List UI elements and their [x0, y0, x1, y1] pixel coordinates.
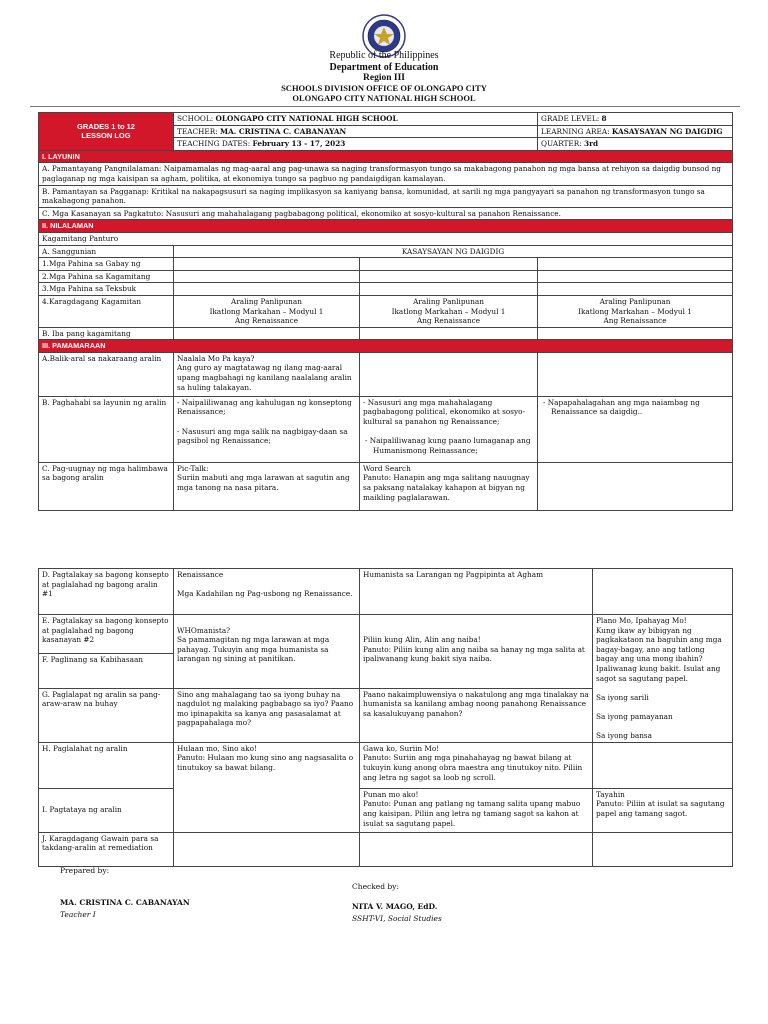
- empty-cell: [538, 270, 733, 283]
- empty-cell: [360, 832, 593, 866]
- teaching-dates-cell: [174, 138, 538, 151]
- modyul-line: Ikatlong Markahan – Modyul 1: [391, 306, 506, 316]
- plano-item: Sa iyong bansa: [596, 731, 653, 741]
- grade-level-cell: [538, 113, 733, 126]
- empty-cell: [360, 327, 538, 340]
- modyul-line: Ang Renaissance: [603, 316, 667, 326]
- empty-cell: [538, 283, 733, 296]
- header-republic: Republic of the Philippines: [329, 50, 439, 61]
- objective-item: - Napapahalagahan ang mga naiambag ng Renaissance sa daigdig..: [543, 397, 700, 417]
- paghahabi-cell-3: [538, 396, 733, 462]
- activity-text: Panuto: Hanapin ang mga salitang nauugnay sa paksang natalakay kahapon at bigyan ng maikling paglalarawan.: [363, 473, 530, 502]
- pagtataya-cell-2: [360, 788, 593, 832]
- grades-label-cell: [39, 113, 174, 151]
- section-nilalaman-heading: II. NILALAMAN: [39, 220, 733, 233]
- karagdagang-gawain-label: J. Karagdagang Gawain para sa takdang-aralin at remediation: [39, 832, 174, 866]
- activity-text: Sa pamamagitan ng mga larawan at mga pahayag. Tukuyin ang mga humanista sa larangan ng sining at panitikan.: [177, 635, 330, 664]
- paglalapat-cell-1: Sino ang mahalagang tao sa iyong buhay na nagdulot ng malaking pagbabago sa iyo? Paano mo ipinapakita sa kanya ang pasasalamat at pagpapahalaga mo?: [174, 688, 360, 742]
- school-value: OLONGAPO CITY NATIONAL HIGH SCHOOL: [215, 114, 398, 123]
- teacher-value: MA. CRISTINA C. CABANAYAN: [220, 126, 347, 136]
- activity-title: Word Search: [363, 463, 411, 473]
- teksbuk-label: 3.Mga Pahina sa Teksbuk: [39, 283, 174, 296]
- paglalahat-label: H. Paglalahat ng aralin: [39, 742, 174, 788]
- section-layunin-heading: I. LAYUNIN: [39, 150, 733, 163]
- modyul-line: Ikatlong Markahan – Modyul 1: [578, 306, 692, 316]
- modyul-cell-3: [538, 295, 733, 327]
- paglalapat-cell-2: Paano nakaimpluwensiya o nakatulong ang mga tinalakay na humanista sa kanilang ambag noong panahong Renaissance sa kasalukuyang panahon?: [360, 688, 593, 742]
- checker-title: SSHT-VI, Social Studies: [352, 914, 442, 923]
- empty-cell: [538, 327, 733, 340]
- pag-uugnay-label: C. Pag-uugnay ng mga halimbawa sa bagong aralin: [39, 462, 174, 510]
- empty-cell: [360, 283, 538, 296]
- balik-aral-cell: [174, 352, 360, 396]
- empty-cell: [360, 258, 538, 271]
- empty-cell: [174, 832, 360, 866]
- section-pamamaraan-heading: III. PAMAMARAAN: [39, 340, 733, 353]
- header-department: Department of Education: [329, 62, 439, 73]
- plano-mo-cell: [593, 615, 733, 743]
- kasaysayan-label: KASAYSAYAN NG DAIGDIG: [174, 245, 733, 258]
- objective-item: - Naipaliliwanag ang kahulugan ng konseptong Renaissance;: [177, 397, 352, 417]
- teaching-dates-value: February 13 - 17, 2023: [252, 139, 346, 149]
- learning-area-label: LEARNING AREA:: [541, 126, 610, 136]
- lesson-log-label: LESSON LOG: [81, 131, 131, 141]
- empty-cell: [538, 462, 733, 510]
- balik-aral-text: Ang guro ay magtatawag ng ilang mag-aaral upang magbahagi ng kanilang naalalang aralin sa huling talakayan.: [177, 363, 352, 392]
- quarter-value: 3rd: [584, 139, 599, 149]
- activity-title: Gawa ko, Suriin Mo!: [363, 743, 440, 753]
- modyul-line: Ang Renaissance: [234, 316, 299, 326]
- header-region: Region III: [363, 73, 405, 83]
- teaching-dates-label: TEACHING DATES:: [177, 139, 251, 149]
- paglalahat-cell-1: [174, 742, 360, 832]
- activity-title: WHOmanista?: [177, 625, 231, 635]
- paglinang-label: F. Paglinang sa Kabihasaan: [39, 654, 174, 688]
- activity-text: Panuto: Suriin ang mga pinahahayag ng bawat bilang at tukuyin kung anong obra maestra ang tinutukoy nito. Piliin ang letra ng sagot sa loob ng scroll.: [363, 753, 583, 782]
- quarter-cell: [538, 138, 733, 151]
- paglalahat-cell-2: [360, 742, 593, 788]
- teacher-cell: [174, 125, 538, 138]
- prepared-by-label: Prepared by:: [60, 866, 110, 875]
- activity-title: Tayahin: [596, 789, 625, 799]
- topic-text: Mga Kadahilan ng Pag-usbong ng Renaissance.: [177, 589, 353, 599]
- balik-aral-label: A.Balik-aral sa nakaraang aralin: [39, 352, 174, 396]
- grades-label: GRADES 1 to 12: [77, 121, 135, 131]
- sanggunian-label: A. Sanggunian: [39, 245, 174, 258]
- pagtalakay-1-label: D. Pagtalakay sa bagong konsepto at paglalahad ng bagong aralin #1: [39, 569, 174, 615]
- objective-item: - Naipaliliwanag kung paano lumaganap ang Humanismong Reinassance;: [365, 436, 531, 455]
- activity-text: Kung ikaw ay bibigyan ng pagkakataon na baguhin ang mga bagay-bagay, ano ang tatlong bagay ang una mong ibahin? Ipaliwanag kung bakit. Isulat ang sagot sa sagutang papel.: [596, 625, 722, 683]
- modyul-line: Araling Panlipunan: [231, 296, 302, 306]
- grade-level-value: 8: [601, 114, 607, 123]
- activity-title: Hulaan mo, Sino ako!: [177, 743, 257, 753]
- activity-title: Pic-Talk:: [177, 463, 209, 473]
- paghahabi-cell-1: [174, 396, 360, 462]
- pagtalakay-1-cell-2: Humanista sa Larangan ng Pagpipinta at Agham: [360, 569, 593, 615]
- header-divider: [30, 106, 740, 107]
- teacher-label: TEACHER:: [177, 126, 218, 136]
- topic-text: Renaissance: [177, 570, 224, 579]
- plano-item: Sa iyong sarili: [596, 692, 649, 702]
- paghahabi-cell-2: [360, 396, 538, 462]
- layunin-a: A. Pamantayang Pangnilalaman: Naipamamalas ng mag-aaral ang pag-unawa sa naging transformasyon tungo sa makabagong panahon ng mga bansa at rehiyon sa daigdig bunsod ng paglaganap ng mga kaisipan sa agham, politika, at ekonomiya tungo sa pagbuo ng pandaigdigan kamalayan.: [39, 163, 733, 185]
- activity-text: Panuto: Piliin at isulat sa sagutang papel ang tamang sagot.: [596, 799, 725, 818]
- empty-cell: [174, 283, 360, 296]
- activity-title: Plano Mo, Ipahayag Mo!: [596, 616, 687, 625]
- pagtalakay-2-cell-2: [360, 615, 593, 689]
- pag-uugnay-cell-1: [174, 462, 360, 510]
- paglalapat-label: G. Paglalapat ng aralin sa pang-araw-araw na buhay: [39, 688, 174, 742]
- modyul-line: Ang Renaissance: [416, 316, 481, 326]
- empty-cell: [593, 569, 733, 615]
- modyul-cell-1: [174, 295, 360, 327]
- activity-text: Panuto: Punan ang patlang ng tamang salita upang mabuo ang kaisipan. Piliin ang letra ng tamang sagot sa kahon at isulat sa sagutang papel.: [363, 799, 581, 828]
- checker-name: NITA V. MAGO, EdD.: [352, 902, 438, 911]
- preparer-name: MA. CRISTINA C. CABANAYAN: [60, 898, 190, 907]
- activity-title: Piliin kung Alin, Alin ang naiba!: [363, 635, 481, 645]
- school-cell: [174, 113, 538, 126]
- empty-cell: [174, 270, 360, 283]
- pagtalakay-2-cell-1: [174, 615, 360, 689]
- header-division: SCHOOLS DIVISION OFFICE OF OLONGAPO CITY: [281, 83, 487, 93]
- empty-cell: [174, 327, 360, 340]
- activity-title: Punan mo ako!: [363, 789, 419, 799]
- modyul-line: Araling Panlipunan: [599, 296, 671, 306]
- balik-aral-title: Naalala Mo Pa kaya?: [177, 353, 255, 363]
- activity-text: Panuto: Hulaan mo kung sino ang nagsasalita o tinutukoy sa bawat bilang.: [177, 753, 354, 772]
- lesson-log-table-page2: [38, 568, 733, 867]
- empty-cell: [593, 832, 733, 866]
- pagtataya-cell-3: [593, 788, 733, 832]
- modyul-line: Ikatlong Markahan – Modyul 1: [209, 306, 324, 316]
- empty-cell: [360, 352, 538, 396]
- quarter-label: QUARTER:: [541, 139, 582, 149]
- empty-cell: [538, 258, 733, 271]
- layunin-c: C. Mga Kasanayan sa Pagkatuto: Nasusuri ang mahahalagang pagbabagong political, ekonomiko at sosyo-kultural sa panahon Renaissance.: [39, 207, 733, 220]
- pag-uugnay-cell-2: [360, 462, 538, 510]
- pagtataya-label: I. Pagtataya ng aralin: [39, 788, 174, 832]
- pagtalakay-1-cell-1: [174, 569, 360, 615]
- gabay-label: 1.Mga Pahina sa Gabay ng: [39, 258, 174, 271]
- karagdagang-label: 4.Karagdagang Kagamitan: [39, 295, 174, 327]
- lesson-log-table-page1: [38, 112, 733, 511]
- learning-area-cell: [538, 125, 733, 138]
- learning-area-value: KASAYSAYAN NG DAIGDIG: [611, 126, 723, 136]
- checked-by-label: Checked by:: [352, 882, 399, 891]
- empty-cell: [174, 258, 360, 271]
- plano-item: Sa iyong pamayanan: [596, 711, 673, 721]
- grade-level-label: GRADE LEVEL:: [541, 114, 600, 123]
- school-label: SCHOOL:: [177, 114, 214, 123]
- layunin-b: B. Pamantayan sa Pagganap: Kritikal na nakapagsusuri sa naging implikasyon sa kaniyang bansa, komunidad, at sarili ng mga pangyayari sa panahon ng transformasyon tungo sa makabagong panahon.: [39, 185, 733, 207]
- empty-cell: [593, 742, 733, 788]
- activity-text: Panuto: Piliin kung alin ang naiba sa hanay ng mga salita at ipaliwanang kung bakit siya naiba.: [363, 644, 585, 664]
- modyul-cell-2: [360, 295, 538, 327]
- pagtalakay-2-label: E. Pagtalakay sa bagong konsepto at paglalahad ng bagong kasanayan #2: [39, 615, 174, 654]
- paghahabi-label: B. Paghahabi sa layunin ng aralin: [39, 396, 174, 462]
- objective-item: - Nasusuri ang mga mahahalagang pagbabagong political, ekonomiko at sosyo-kultural sa panahon ng Renaissance;: [363, 397, 525, 427]
- kagamitang-panturo: Kagamitang Panturo: [39, 232, 733, 245]
- activity-text: Suriin mabuti ang mga larawan at sagutin ang mga tanong na nasa pitara.: [177, 473, 350, 493]
- header-school: OLONGAPO CITY NATIONAL HIGH SCHOOL: [292, 93, 476, 103]
- empty-cell: [360, 270, 538, 283]
- preparer-title: Teacher I: [60, 910, 96, 919]
- kagamitang-label: 2.Mga Pahina sa Kagamitang: [39, 270, 174, 283]
- objective-item: - Nasusuri ang mga salik na nagbigay-daan sa pagsibol ng Renaissance;: [177, 426, 348, 446]
- iba-pang-label: B. Iba pang kagamitang: [39, 327, 174, 340]
- modyul-line: Araling Panlipunan: [413, 296, 484, 306]
- empty-cell: [538, 352, 733, 396]
